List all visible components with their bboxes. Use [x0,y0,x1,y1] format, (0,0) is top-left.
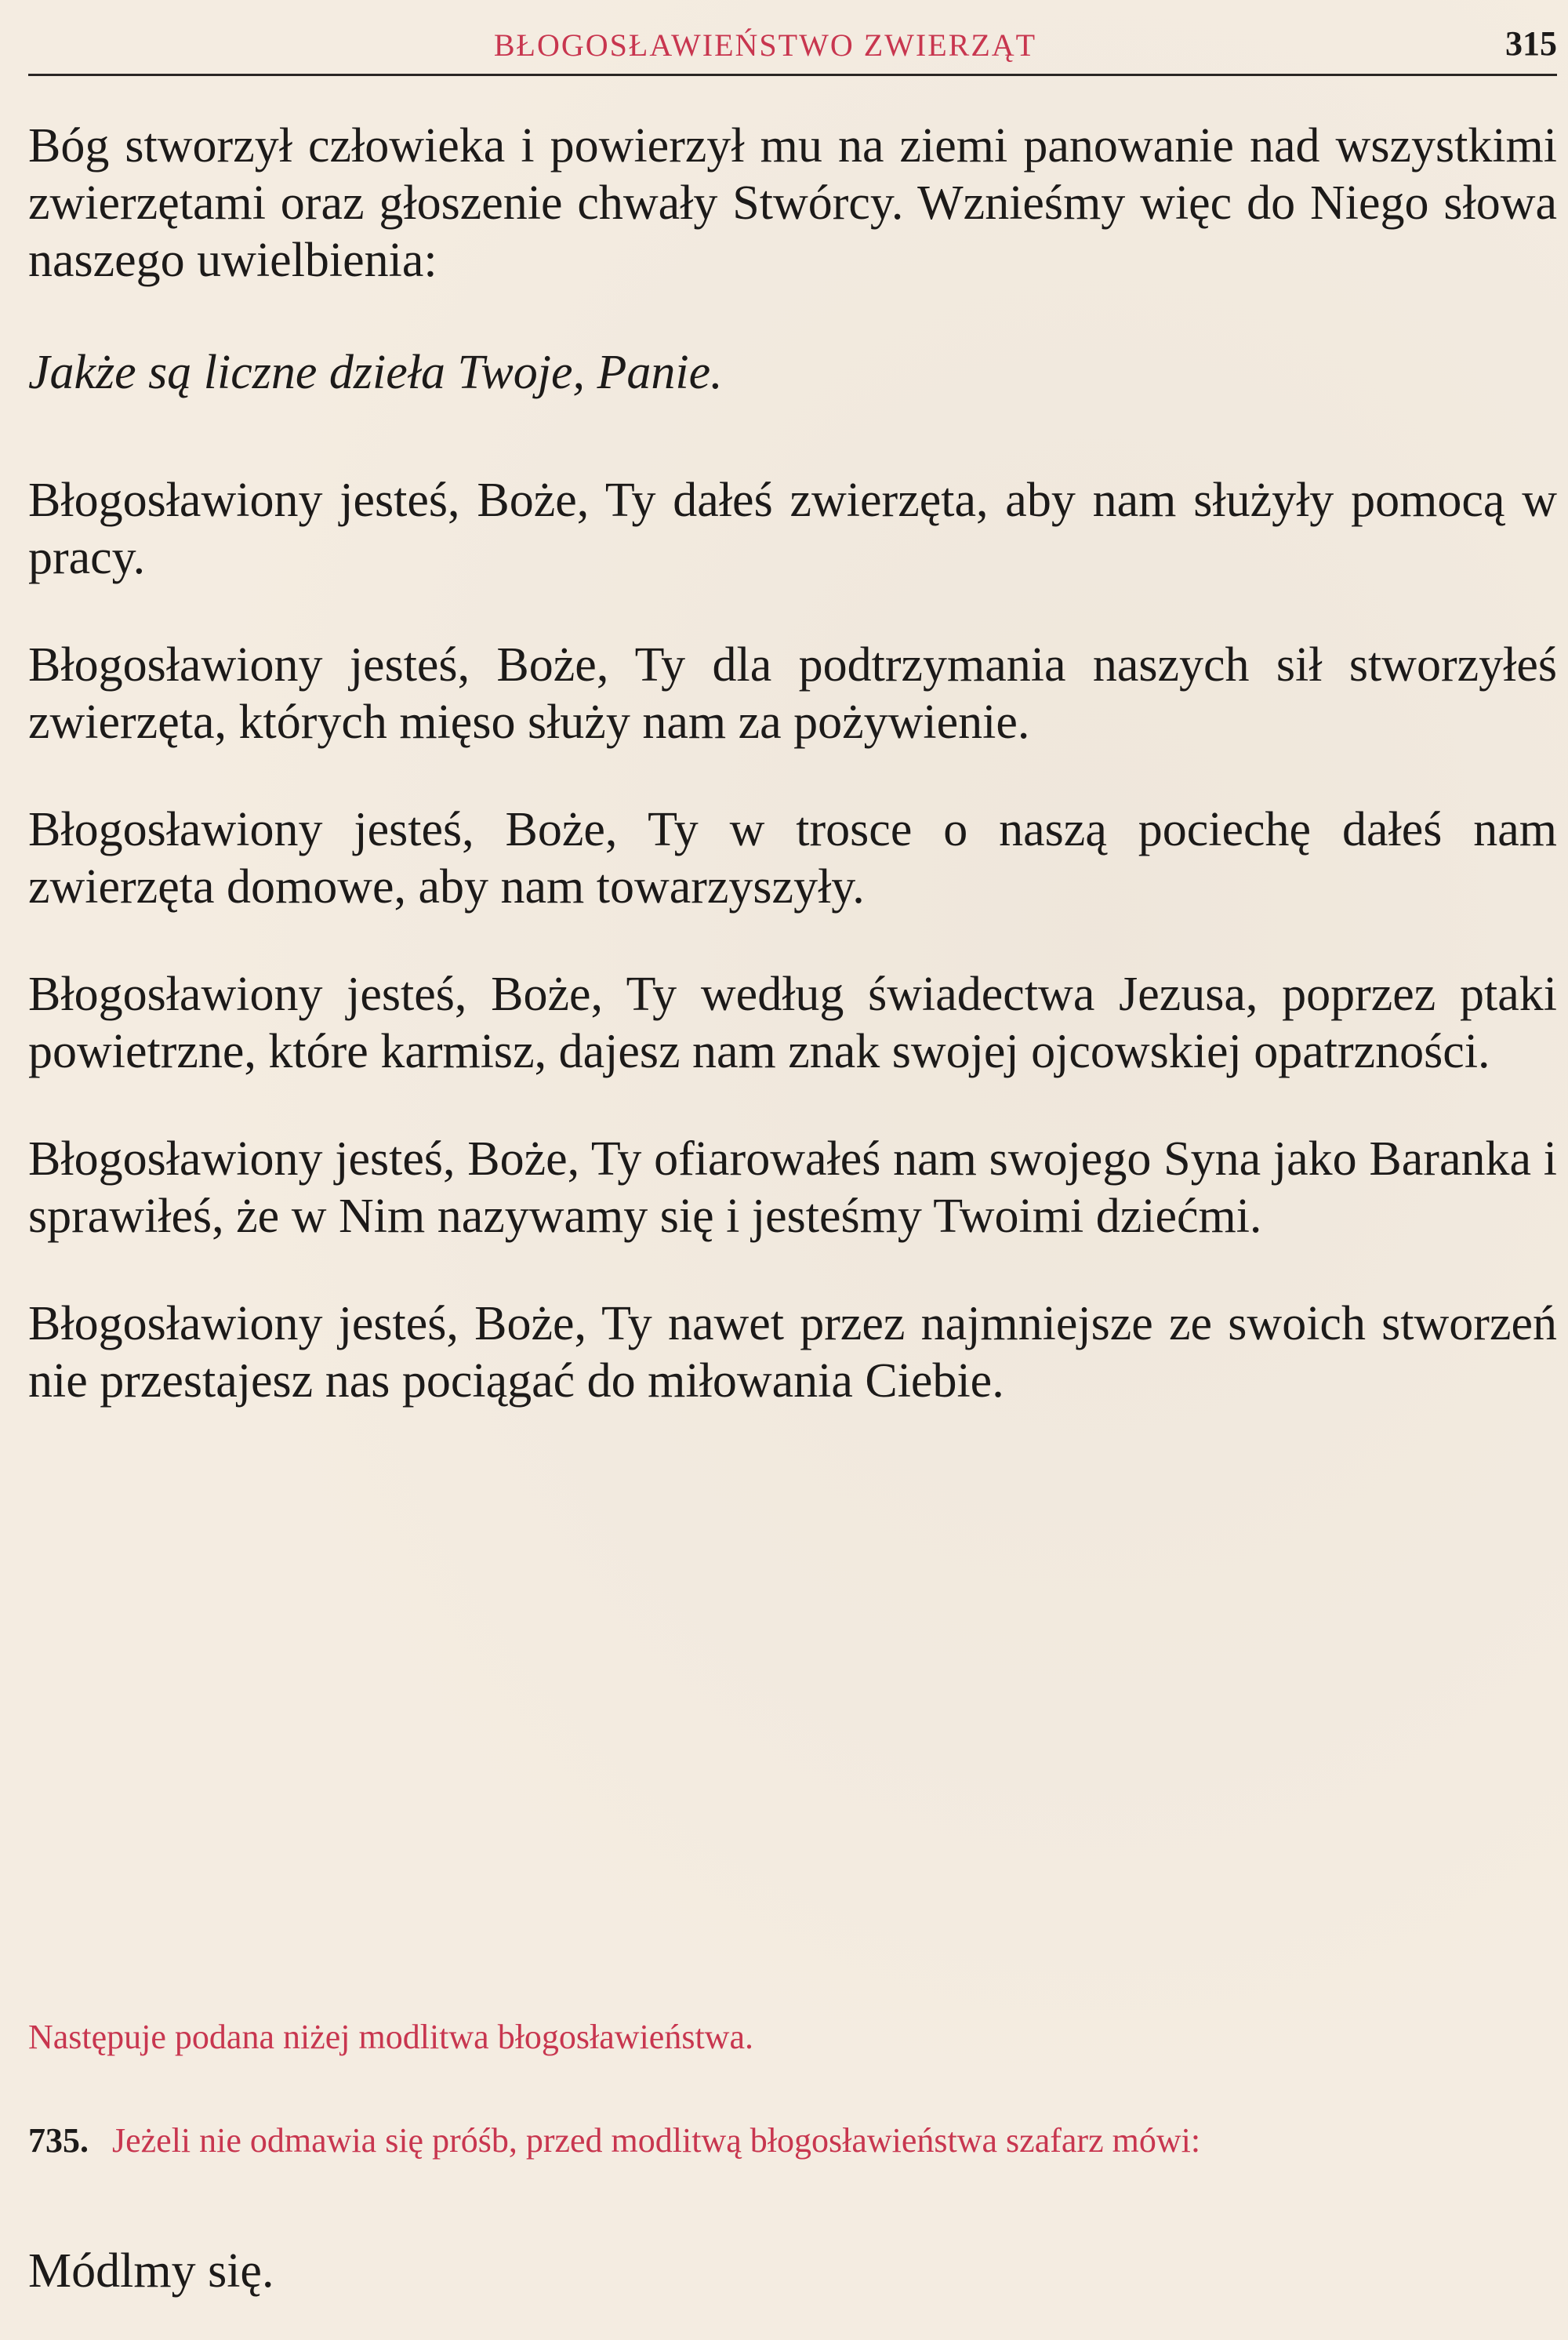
blessing-paragraph: Błogosławiony jesteś, Boże, Ty nawet przez najmniejsze ze swoich stworzeń nie przestajesz nas pociągać do miłowania Ciebie. [28,1297,1557,1408]
running-title: BŁOGOSŁAWIEŃSTWO ZWIERZĄT [493,27,1037,63]
blessing-paragraph: Błogosławiony jesteś, Boże, Ty dla podtrzymania naszych sił stworzyłeś zwierzęta, których mięso służy nam za pożywienie. [28,638,1557,749]
section-735 [28,2119,1557,2163]
section-rubric: Jeżeli nie odmawia się próśb, przed modlitwą błogosławieństwa szafarz mówi: [112,2121,1201,2160]
page-number: 315 [1505,24,1557,63]
intro-paragraph: Bóg stworzył człowieka i powierzył mu na ziemi panowanie nad wszystkimi zwierzętami oraz głoszenie chwały Stwórcy. Wznieśmy więc do Niego słowa naszego uwielbienia: [28,119,1557,287]
response-line: Jakże są liczne dzieła Twoje, Panie. [28,346,723,399]
running-header [28,19,1557,76]
blessing-paragraph: Błogosławiony jesteś, Boże, Ty ofiarowałeś nam swojego Syna jako Baranka i sprawiłeś, że w Nim nazywamy się i jesteśmy Twoimi dziećmi. [28,1132,1557,1243]
blessing-paragraph: Błogosławiony jesteś, Boże, Ty według świadectwa Jezusa, poprzez ptaki powietrzne, które karmisz, dajesz nam znak swojej ojcowskiej opatrzności. [28,968,1557,1078]
prayer-invitation: Módlmy się. [28,2244,274,2298]
blessing-paragraph: Błogosławiony jesteś, Boże, Ty w trosce o naszą pociechę dałeś nam zwierzęta domowe, aby nam towarzyszyły. [28,803,1557,914]
section-number: 735. [28,2121,89,2160]
blessing-paragraph: Błogosławiony jesteś, Boże, Ty dałeś zwierzęta, aby nam służyły pomocą w pracy. [28,474,1557,584]
rubric-instruction: Następuje podana niżej modlitwa błogosławieństwa. [28,2018,753,2056]
prayer-text [28,118,1557,1410]
